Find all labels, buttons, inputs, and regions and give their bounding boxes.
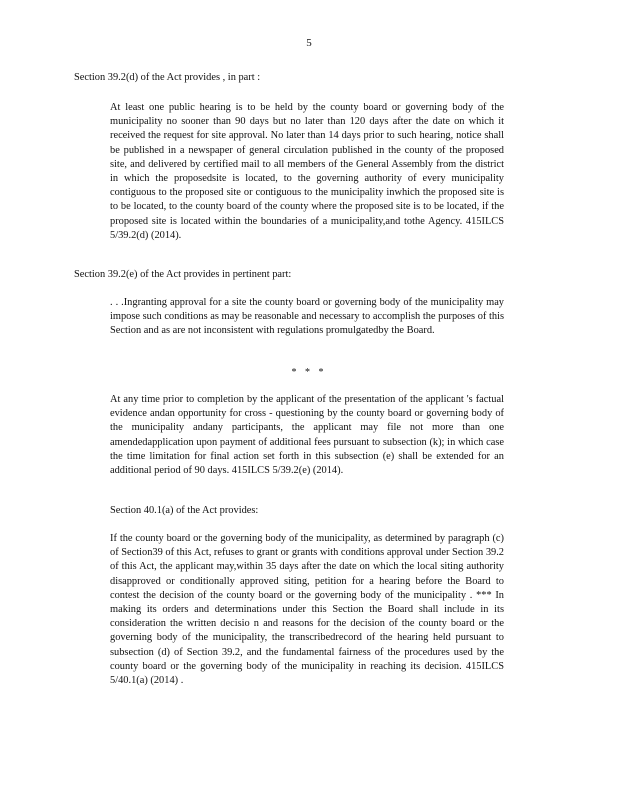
section-39-2-e-quote-continued: At any time prior to completion by the applicant of the presentation of the applicant 's factual evidence andan opportunity for cross - questioning by the county board or governing body of the municipality andany participants, the applicant may file not more than one amendedapplication upon payment of additional fees pursuant to subsection (k); in which case the time limitation for final action set forth in this subsection (e) shall be extended for an additional period of 90 days. 415ILCS 5/39.2(e) (2014). bbox=[110, 394, 504, 477]
section-39-2-d-quote: At least one public hearing is to be held by the county board or governing body of the municipality no sooner than 90 days but no later than 120 days after the date on which it received the request for site approval. No later than 14 days prior to such hearing, notice shall be published in a newspaper of general circulation published in the county of the proposed site, and delivered by certified mail to all members of the General Assembly from the district in which the proposedsite is located, to the governing authority of every municipality contiguous to the proposed site or contiguous to the municipality inwhich the proposed site is to be located, to the county board of the county where the proposed site is to be located, if the proposed site is located within the boundaries of a municipality,and tothe Agency. 415ILCS 5/39.2(d) (2014). bbox=[110, 102, 504, 241]
section-separator: * * * bbox=[291, 367, 327, 378]
section-39-2-e-intro: Section 39.2(e) of the Act provides in pertinent part: bbox=[74, 269, 292, 280]
section-39-2-e-quote: . . .Ingranting approval for a site the county board or governing body of the municipality may impose such conditions as may be reasonable and necessary to accomplish the purposes of this Section and as are not inconsistent with regulations promulgatedby the Board. bbox=[110, 297, 504, 337]
page-number: 5 bbox=[306, 37, 312, 49]
section-39-2-d-intro: Section 39.2(d) of the Act provides , in part : bbox=[74, 72, 261, 83]
section-40-1-a-intro: Section 40.1(a) of the Act provides: bbox=[110, 505, 259, 516]
section-40-1-a-quote: If the county board or the governing body of the municipality, as determined by paragraph (c) of Section39 of this Act, refuses to grant or grants with conditions approval under Section 39.2 of this Act, the applicant may,within 35 days after the date on which the local siting authority disapproved or conditionally approved siting, petition for a hearing before the Board to contest the decision of the county board or the governing body of the municipality . *** In making its orders and determinations under this Section the Board shall include in its consideration the written decisio n and reasons for the decision of the county board or the governing body of the municipality, the transcribedrecord of the hearing held pursuant to subsection (d) of Section 39.2, and the fundamental fairness of the procedures used by the county board or the governing body of the municipality in reaching its decision. 415ILCS 5/40.1(a) (2014) . bbox=[110, 533, 504, 687]
